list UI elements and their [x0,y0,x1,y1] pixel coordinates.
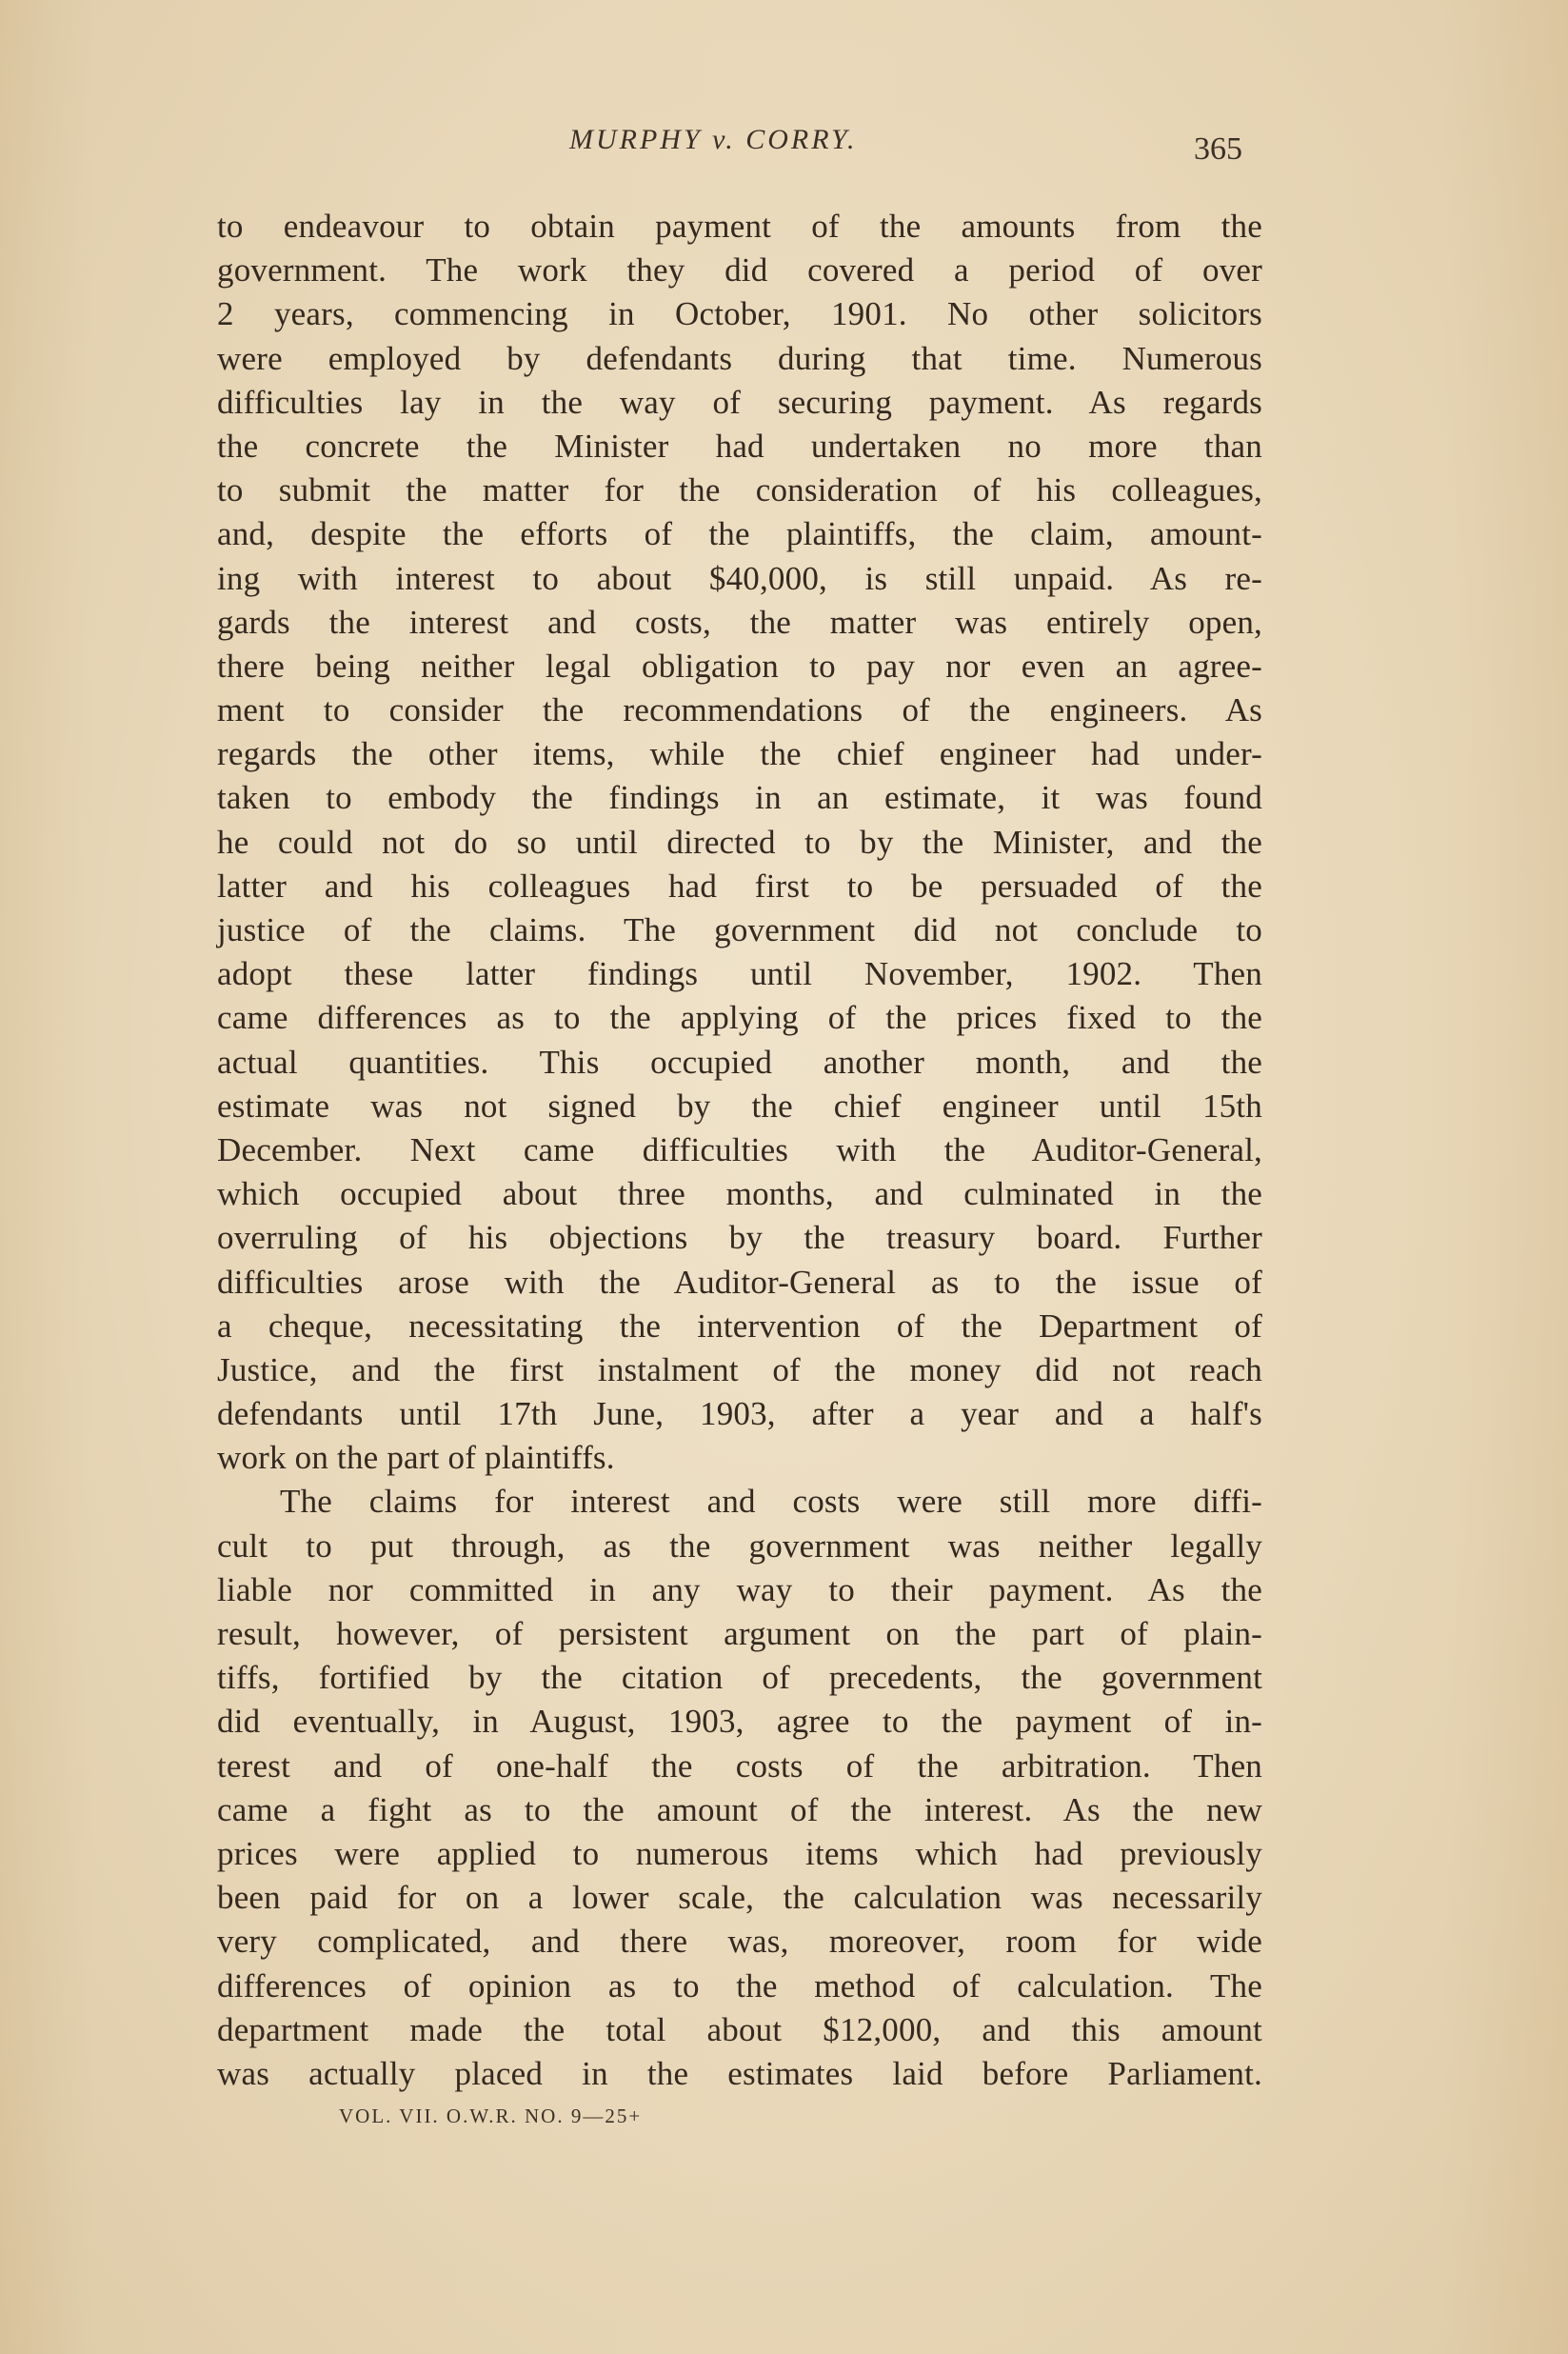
text-line: result, however, of persistent argument on the part of plain- [217,1615,1262,1652]
text-line: were employed by defendants during that time. Numerous [217,339,1262,377]
text-line: cult to put through, as the government was neither legally [217,1526,1262,1565]
text-line: ing with interest to about $40,000, is still unpaid. As re- [217,559,1262,597]
text-line: the concrete the Minister had undertaken no more than [217,427,1262,465]
text-line: taken to embody the findings in an estimate, it was found [217,779,1262,817]
text-line: December. Next came difficulties with the Auditor-General, [217,1130,1262,1168]
text-line: overruling of his objections by the treasury board. Further [217,1219,1262,1257]
text-line: Justice, and the first instalment of the money did not reach [217,1350,1262,1388]
text-line: been paid for on a lower scale, the calculation was necessarily [217,1879,1262,1917]
text-line: came a fight as to the amount of the interest. As the new [217,1790,1262,1828]
text-line-paragraph-end: work on the part of plaintiffs. [217,1439,615,1477]
text-line: to endeavour to obtain payment of the amounts from the [217,208,1262,245]
text-line: prices were applied to numerous items which had previously [217,1834,1262,1872]
text-line: very complicated, and there was, moreover, room for wide [217,1923,1262,1961]
running-head-title: MURPHY v. CORRY. [569,124,858,155]
text-line: ment to consider the recommendations of the engineers. As [217,691,1262,729]
text-line-paragraph-start: The claims for interest and costs were still more diffi- [280,1483,1262,1521]
text-line: 2 years, commencing in October, 1901. No other solicitors [217,295,1262,333]
text-line: actual quantities. This occupied another month, and the [217,1043,1262,1081]
text-line: differences of opinion as to the method of calculation. The [217,1966,1262,2005]
text-line: was actually placed in the estimates laid before Parliament. [217,2054,1262,2092]
text-line: latter and his colleagues had first to be persuaded of the [217,867,1262,905]
text-line: came differences as to the applying of the prices fixed to the [217,999,1262,1037]
text-line: he could not do so until directed to by the Minister, and the [217,823,1262,861]
text-line: adopt these latter findings until November, 1902. Then [217,955,1262,993]
text-line: there being neither legal obligation to pay nor even an agree- [217,647,1262,685]
text-line: defendants until 17th June, 1903, after a year and a half's [217,1395,1262,1433]
text-line: difficulties lay in the way of securing payment. As regards [217,383,1262,421]
text-line: tiffs, fortified by the citation of precedents, the government [217,1659,1262,1697]
text-line: gards the interest and costs, the matter was entirely open, [217,603,1262,641]
text-line: regards the other items, while the chief engineer had under- [217,735,1262,773]
text-line: estimate was not signed by the chief engineer until 15th [217,1087,1262,1125]
text-line: department made the total about $12,000, and this amount [217,2010,1262,2048]
text-line: government. The work they did covered a period of over [217,251,1262,289]
page-number: 365 [1194,131,1242,167]
text-line: to submit the matter for the consideration of his colleagues, [217,471,1262,509]
text-line: which occupied about three months, and culminated in the [217,1175,1262,1213]
text-line: difficulties arose with the Auditor-General as to the issue of [217,1263,1262,1301]
text-line: and, despite the efforts of the plaintiffs, the claim, amount- [217,515,1262,553]
text-line: did eventually, in August, 1903, agree to the payment of in- [217,1703,1262,1741]
text-line: justice of the claims. The government did not conclude to [217,911,1262,948]
text-line: terest and of one-half the costs of the arbitration. Then [217,1746,1262,1785]
printer-signature-mark: VOL. VII. O.W.R. NO. 9—25+ [339,2105,643,2127]
text-line: liable nor committed in any way to their payment. As the [217,1570,1262,1608]
body-text [217,205,1262,2096]
text-line: a cheque, necessitating the intervention of the Department of [217,1307,1262,1345]
